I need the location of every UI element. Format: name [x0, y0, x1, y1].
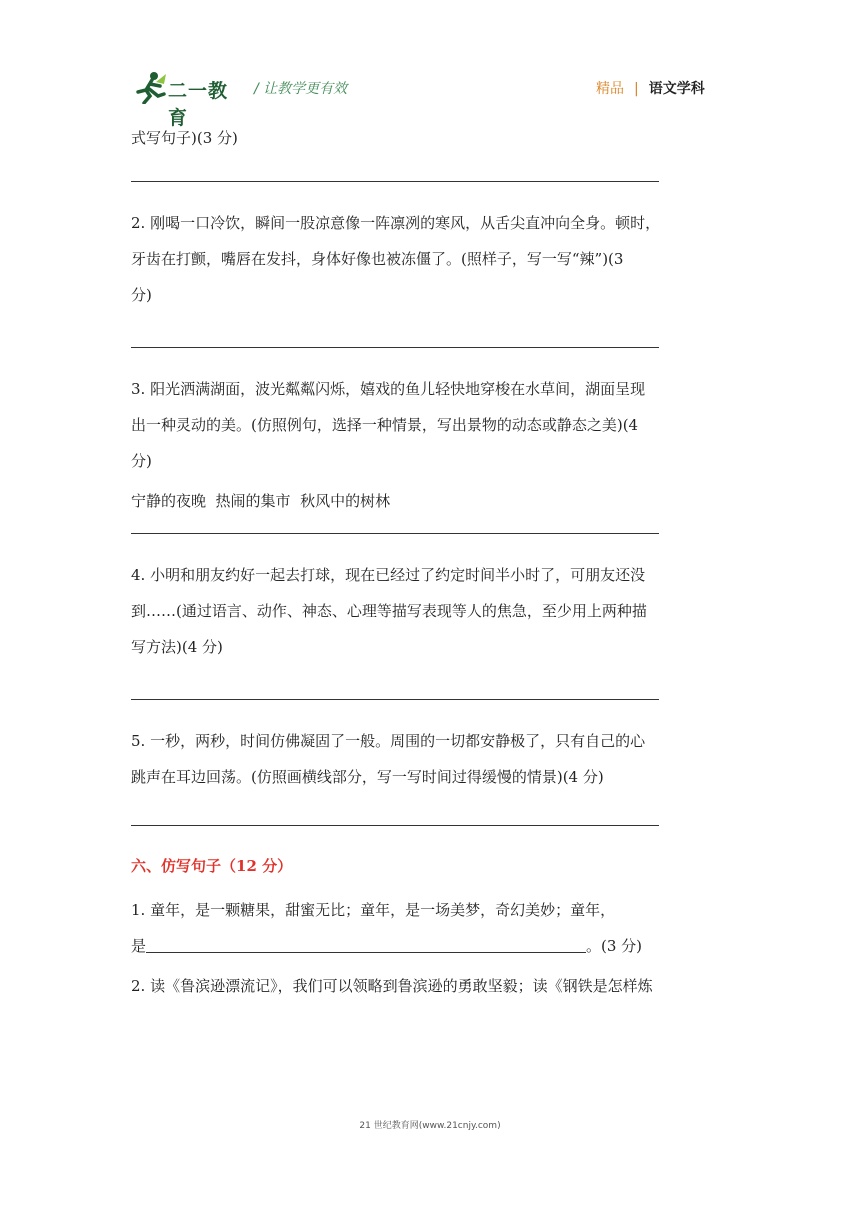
question-5-line-1: 5. 一秒，两秒，时间仿佛凝固了一般。周围的一切都安静极了，只有自己的心: [131, 732, 646, 750]
quality-label: 精品: [596, 81, 624, 97]
section-6-q1-line-1: 1. 童年，是一颗糖果，甜蜜无比；童年，是一场美梦，奇幻美妙；童年，: [131, 901, 616, 919]
question-4-line-3: 写方法)(4 分): [131, 638, 223, 656]
page-header: [134, 68, 734, 129]
logo-text: 二一教育: [168, 80, 229, 129]
section-6-q2-line-1: 2. 读《鲁滨逊漂流记》，我们可以领略到鲁滨逊的勇敢坚毅；读《钢铁是怎样炼: [131, 977, 653, 995]
question-2-line-3: 分): [131, 286, 152, 304]
runner-logo-icon: [134, 70, 168, 104]
section-6-q1-line-2: [131, 928, 733, 964]
document-body: [131, 124, 733, 1004]
question-3-line-1: 3. 阳光洒满湖面，波光粼粼闪烁，嬉戏的鱼儿轻快地穿梭在水草间，湖面呈现: [131, 380, 646, 398]
logo: [134, 70, 244, 129]
question-4-line-1: 4. 小明和朋友约好一起去打球，现在已经过了约定时间半小时了，可朋友还没: [131, 566, 646, 584]
section-6-title: 六、仿写句子（12 分）: [131, 857, 293, 875]
q1-suffix: 。(3 分): [586, 937, 643, 955]
header-right: [596, 78, 705, 98]
q1-prefix: 是: [131, 937, 147, 955]
question-3-line-2: 出一种灵动的美。(仿照例句，选择一种情景，写出景物的动态或静态之美)(4: [131, 416, 639, 434]
header-separator: |: [634, 81, 639, 97]
fill-blank[interactable]: [146, 934, 586, 953]
question-2-line-2: 牙齿在打颤，嘴唇在发抖，身体好像也被冻僵了。(照样子，写一写“辣”)(3: [131, 250, 624, 268]
question-5-line-2: 跳声在耳边回荡。(仿照画横线部分，写一写时间过得缓慢的情景)(4 分): [131, 768, 604, 786]
slogan: / 让教学更有效: [254, 81, 348, 97]
subject-label: 语文学科: [648, 81, 705, 97]
question-2-line-1: 2. 刚喝一口冷饮，瞬间一股凉意像一阵凛冽的寒风，从舌尖直冲向全身。顿时，: [131, 214, 661, 232]
question-3-line-3: 分): [131, 452, 152, 470]
paragraph-line: 式写句子)(3 分): [131, 129, 238, 147]
question-4-line-2: 到……(通过语言、动作、神态、心理等描写表现等人的焦急，至少用上两种描: [131, 602, 647, 620]
page-footer: 21 世纪教育网(www.21cnjy.com): [359, 1121, 501, 1131]
question-3-options: 宁静的夜晚 热闹的集市 秋风中的树林: [131, 492, 391, 510]
